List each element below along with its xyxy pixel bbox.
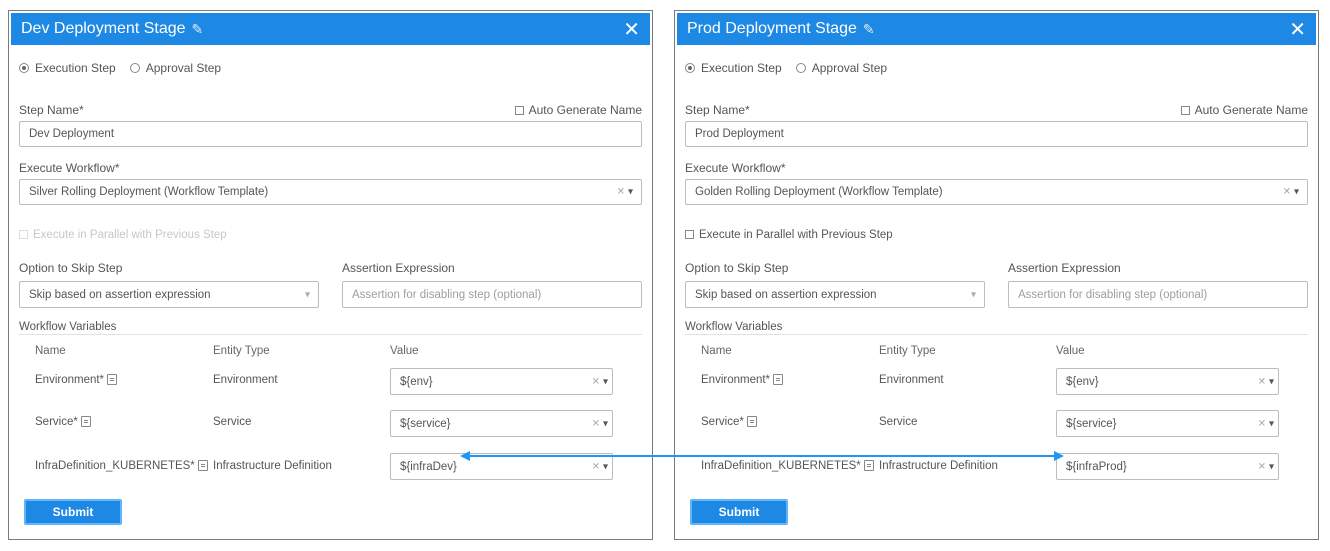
- parallel-step-checkbox[interactable]: [685, 229, 893, 241]
- assertion-expression-input[interactable]: [1008, 281, 1308, 308]
- variable-value: ${infraProd}: [1066, 460, 1127, 473]
- variable-value: ${infraDev}: [400, 460, 457, 473]
- dialog-header: [677, 13, 1316, 45]
- workflow-variables-heading: Workflow Variables: [685, 321, 783, 333]
- execution-step-label: Execution Step: [701, 61, 782, 75]
- execute-workflow-label: Execute Workflow*: [19, 161, 120, 175]
- chevron-down-icon[interactable]: ▾: [627, 186, 633, 198]
- step-name-value: Dev Deployment: [29, 128, 115, 140]
- clear-icon[interactable]: ✕: [591, 376, 600, 387]
- variable-entity-type: Infrastructure Definition: [213, 460, 332, 472]
- variable-name: [35, 460, 208, 472]
- approval-step-radio[interactable]: [796, 63, 806, 73]
- submit-button[interactable]: Submit: [690, 499, 788, 525]
- parallel-step-label: Execute in Parallel with Previous Step: [33, 229, 227, 241]
- variable-name: [701, 460, 874, 472]
- auto-generate-label: Auto Generate Name: [1194, 103, 1308, 117]
- chevron-down-icon[interactable]: ▾: [970, 289, 976, 300]
- workflow-variables-heading: Workflow Variables: [19, 321, 117, 333]
- execution-step-label: Execution Step: [35, 61, 116, 75]
- note-icon[interactable]: [107, 374, 117, 385]
- execute-workflow-select[interactable]: [19, 179, 642, 205]
- col-header-value: Value: [390, 345, 419, 357]
- divider: [19, 334, 642, 335]
- variable-value: ${env}: [1066, 375, 1099, 388]
- col-header-name: Name: [701, 345, 732, 357]
- variable-value-select[interactable]: [390, 368, 613, 395]
- step-name-input[interactable]: [19, 121, 642, 147]
- variable-entity-type: Environment: [879, 374, 944, 386]
- variable-name-text: Service*: [35, 416, 78, 428]
- parallel-step-label: Execute in Parallel with Previous Step: [699, 229, 893, 241]
- variable-entity-type: Service: [879, 416, 918, 428]
- checkbox-icon[interactable]: [1181, 106, 1190, 115]
- variable-name: [701, 416, 757, 428]
- step-name-input[interactable]: [685, 121, 1308, 147]
- variable-entity-type: Environment: [213, 374, 278, 386]
- note-icon[interactable]: [198, 460, 208, 471]
- col-header-entity-type: Entity Type: [213, 345, 270, 357]
- note-icon[interactable]: [747, 416, 757, 427]
- approval-step-radio[interactable]: [130, 63, 140, 73]
- checkbox-icon[interactable]: [685, 230, 694, 239]
- auto-generate-label: Auto Generate Name: [528, 103, 642, 117]
- execute-workflow-select[interactable]: [685, 179, 1308, 205]
- chevron-down-icon[interactable]: ▾: [1268, 376, 1274, 387]
- chevron-down-icon[interactable]: ▾: [1268, 461, 1274, 472]
- assertion-expression-label: Assertion Expression: [342, 261, 455, 275]
- skip-option-label: Option to Skip Step: [685, 261, 789, 275]
- assertion-placeholder: Assertion for disabling step (optional): [1018, 288, 1208, 301]
- step-type-radio-group: [685, 61, 901, 75]
- note-icon[interactable]: [773, 374, 783, 385]
- skip-option-value: Skip based on assertion expression: [695, 288, 877, 301]
- note-icon[interactable]: [81, 416, 91, 427]
- auto-generate-name-checkbox[interactable]: [1181, 103, 1308, 117]
- assertion-placeholder: Assertion for disabling step (optional): [352, 288, 542, 301]
- clear-icon[interactable]: ✕: [1257, 418, 1266, 429]
- chevron-down-icon[interactable]: ▾: [304, 289, 310, 300]
- clear-icon[interactable]: ✕: [1257, 461, 1266, 472]
- variable-name-text: Service*: [701, 416, 744, 428]
- variable-name: [35, 416, 91, 428]
- close-icon[interactable]: ✕: [623, 19, 640, 41]
- note-icon[interactable]: [864, 460, 874, 471]
- pencil-icon[interactable]: ✎: [862, 20, 875, 37]
- step-type-radio-group: [19, 61, 235, 75]
- variable-name-text: InfraDefinition_KUBERNETES*: [701, 460, 861, 472]
- chevron-down-icon[interactable]: ▾: [602, 461, 608, 472]
- variable-value: ${service}: [1066, 417, 1117, 430]
- dialog-title: Prod Deployment Stage: [687, 20, 857, 37]
- variable-value-select[interactable]: [390, 410, 613, 437]
- skip-option-select[interactable]: [685, 281, 985, 308]
- variable-value-select[interactable]: [1056, 368, 1279, 395]
- checkbox-icon[interactable]: [515, 106, 524, 115]
- clear-icon[interactable]: ✕: [591, 418, 600, 429]
- parallel-step-checkbox[interactable]: [19, 229, 227, 241]
- clear-icon[interactable]: ✕: [1257, 376, 1266, 387]
- chevron-down-icon[interactable]: ▾: [1293, 186, 1299, 198]
- close-icon[interactable]: ✕: [1289, 19, 1306, 41]
- variable-value: ${service}: [400, 417, 451, 430]
- dialog-title: Dev Deployment Stage: [21, 20, 186, 37]
- skip-option-label: Option to Skip Step: [19, 261, 123, 275]
- col-header-value: Value: [1056, 345, 1085, 357]
- pencil-icon[interactable]: ✎: [191, 20, 204, 37]
- variable-name-text: Environment*: [35, 374, 105, 386]
- chevron-down-icon[interactable]: ▾: [602, 376, 608, 387]
- execution-step-radio[interactable]: [685, 63, 695, 73]
- approval-step-label: Approval Step: [811, 61, 888, 75]
- col-header-name: Name: [35, 345, 66, 357]
- variable-value-select[interactable]: [1056, 410, 1279, 437]
- dev-stage-dialog: [8, 10, 653, 540]
- variable-value-select[interactable]: [1056, 453, 1279, 480]
- assertion-expression-input[interactable]: [342, 281, 642, 308]
- auto-generate-name-checkbox[interactable]: [515, 103, 642, 117]
- dialog-header: [11, 13, 650, 45]
- variable-name-text: Environment*: [701, 374, 771, 386]
- variable-value-select[interactable]: [390, 453, 613, 480]
- clear-icon[interactable]: ✕: [1282, 186, 1291, 198]
- workflow-value: Golden Rolling Deployment (Workflow Template): [695, 186, 943, 198]
- divider: [685, 334, 1308, 335]
- skip-option-select[interactable]: [19, 281, 319, 308]
- step-name-label: Step Name*: [19, 103, 84, 117]
- workflow-value: Silver Rolling Deployment (Workflow Template): [29, 186, 269, 198]
- chevron-down-icon[interactable]: ▾: [602, 418, 608, 429]
- step-name-label: Step Name*: [685, 103, 750, 117]
- submit-button[interactable]: Submit: [24, 499, 122, 525]
- variable-name-text: InfraDefinition_KUBERNETES*: [35, 460, 195, 472]
- variable-entity-type: Service: [213, 416, 252, 428]
- clear-icon[interactable]: ✕: [616, 186, 625, 198]
- variable-value: ${env}: [400, 375, 433, 388]
- variable-name: [35, 374, 117, 386]
- step-name-value: Prod Deployment: [695, 128, 784, 140]
- checkbox-icon[interactable]: [19, 230, 28, 239]
- variable-entity-type: Infrastructure Definition: [879, 460, 998, 472]
- prod-stage-dialog: [674, 10, 1319, 540]
- col-header-entity-type: Entity Type: [879, 345, 936, 357]
- skip-option-value: Skip based on assertion expression: [29, 288, 211, 301]
- assertion-expression-label: Assertion Expression: [1008, 261, 1121, 275]
- chevron-down-icon[interactable]: ▾: [1268, 418, 1274, 429]
- approval-step-label: Approval Step: [145, 61, 222, 75]
- execution-step-radio[interactable]: [19, 63, 29, 73]
- clear-icon[interactable]: ✕: [591, 461, 600, 472]
- variable-name: [701, 374, 783, 386]
- execute-workflow-label: Execute Workflow*: [685, 161, 786, 175]
